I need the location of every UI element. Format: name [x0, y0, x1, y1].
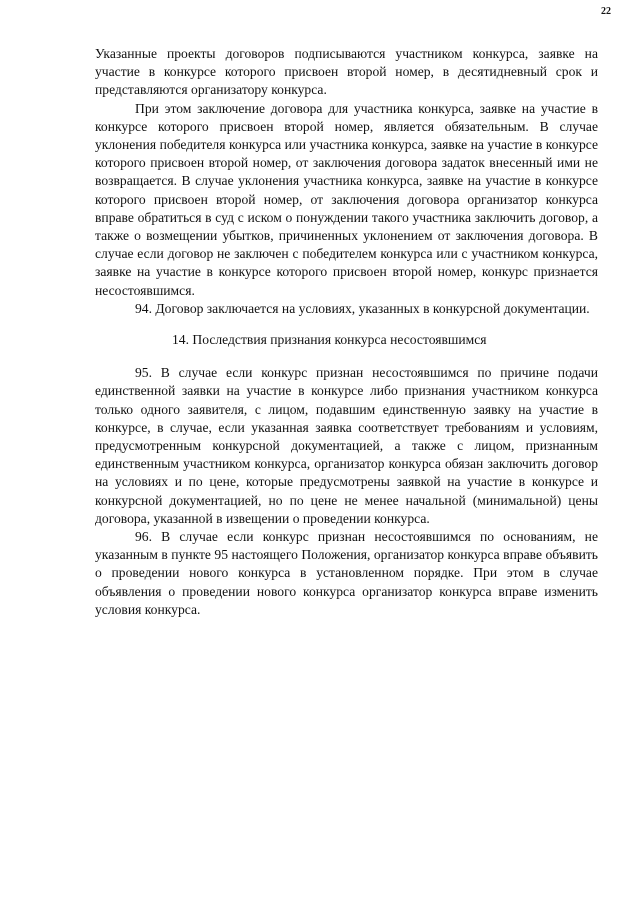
- paragraph-95: 95. В случае если конкурс признан несостоявшимся по причине подачи единственной заявки на участие в конкурсе либо признания участником конкурса только одного заявителя, с лицом, подавшим единственную заявку на участие в конкурсе, в случае, если указанная заявка соответствует требованиям и условиям, предусмотренным конкурсной документацией, а также с лицом, признанным единственным участником конкурса, организатор конкурса обязан заключить договор на условиях и по цене, которые предусмотрены заявкой на участие в конкурсе и конкурсной документацией, но по цене не менее начальной (минимальной) цены договора, указанной в извещении о проведении конкурса.: [95, 365, 598, 526]
- paragraph-94: 94. Договор заключается на условиях, указанных в конкурсной документации.: [135, 300, 590, 316]
- document-body: [95, 45, 598, 619]
- paragraph-96: 96. В случае если конкурс признан несостоявшимся по основаниям, не указанным в пункте 95 настоящего Положения, организатор конкурса вправе объявить о проведении нового конкурса в установленном порядке. При этом в случае объявления о проведении нового конкурса организатор конкурса вправе изменить условия конкурса.: [95, 529, 598, 617]
- page-number: 22: [601, 6, 611, 17]
- paragraph-evasion-consequences: При этом заключение договора для участника конкурса, заявке на участие в конкурсе которого присвоен второй номер, является обязательным. В случае уклонения победителя конкурса или участника конкурса, заявке на участие в конкурсе которого присвоен второй номер, от заключения договора задаток внесенный ими не возвращается. В случае уклонения участника конкурса, заявке на участие в конкурсе которого присвоен второй номер, от заключения договора организатор конкурса вправе обратиться в суд с иском о понуждении такого участника заключить договор, а также о возмещении убытков, причиненных уклонением от заключения договора. В случае если договор не заключен с победителем конкурса или с участником конкурса, заявке на участие в конкурсе которого присвоен второй номер, конкурс признается несостоявшимся.: [95, 100, 598, 298]
- paragraph-contract-signing: Указанные проекты договоров подписываются участником конкурса, заявке на участие в конкурсе которого присвоен второй номер, в десятидневный срок и представляются организатору конкурса.: [95, 46, 598, 98]
- section-heading: 14. Последствия признания конкурса несостоявшимся: [172, 332, 487, 348]
